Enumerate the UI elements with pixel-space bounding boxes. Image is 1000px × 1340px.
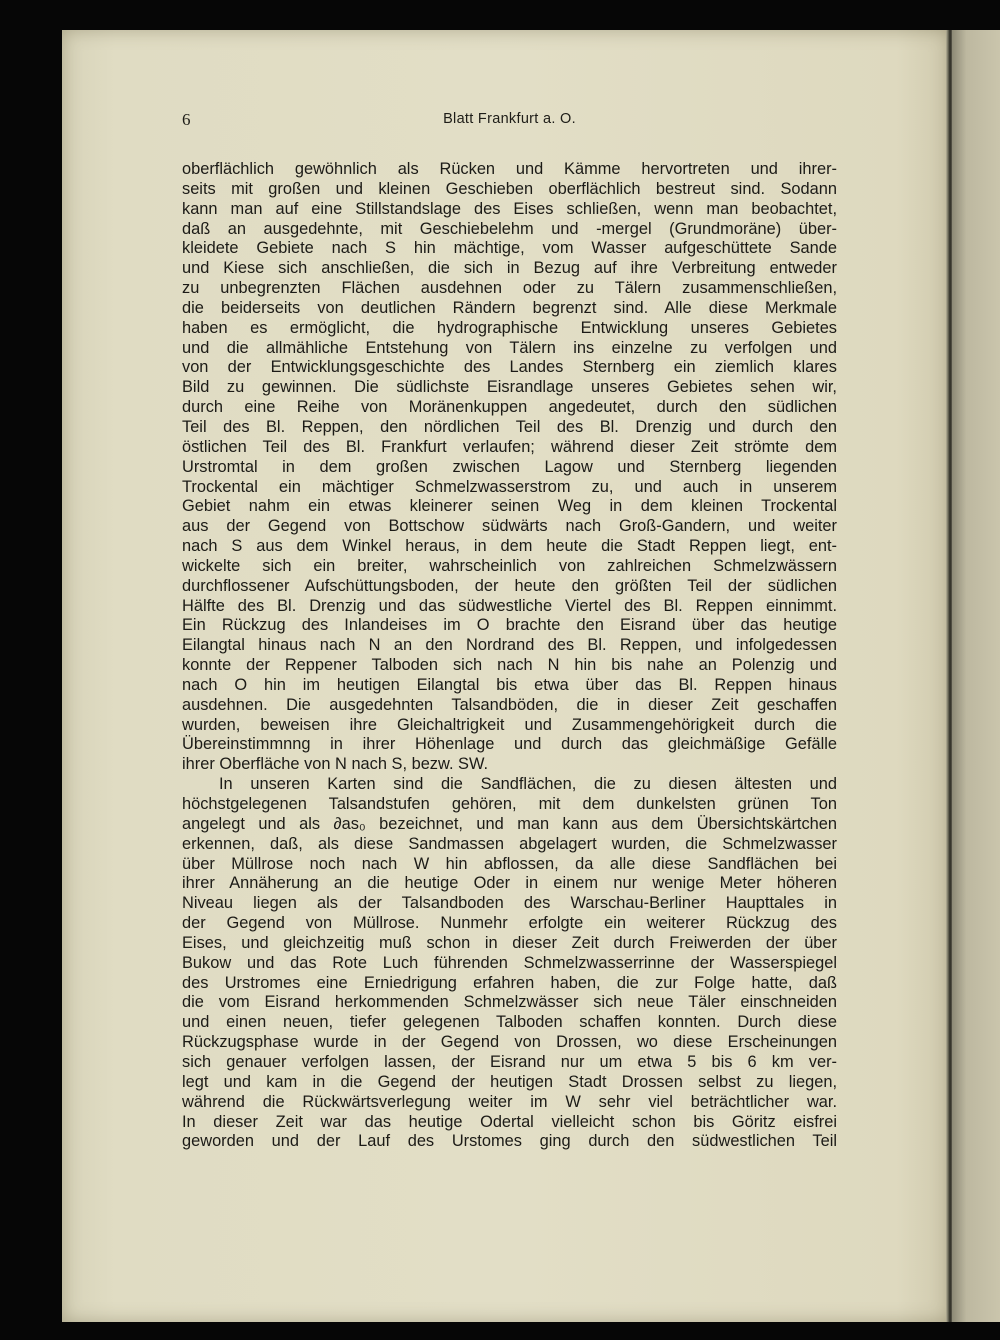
text-line: In dieser Zeit war das heutige Odertal vielleicht schon bis Göritz eisfrei (182, 1112, 837, 1131)
text-line: In unseren Karten sind die Sandflächen, die zu diesen ältesten und (219, 775, 837, 794)
text-line: ihrer Oberfläche von N nach S, bezw. SW. (182, 755, 489, 774)
text-line: angelegt und als ∂as₀ bezeichnet, und man kann aus dem Übersichtskärtchen (182, 814, 837, 833)
text-line: durchflossener Aufschüttungsboden, der heute den größten Teil der südlichen (182, 576, 837, 595)
page-number: 6 (182, 110, 191, 129)
text-line: seits mit großen und kleinen Geschieben oberflächlich bestreut sind. Sodann (182, 179, 837, 198)
text-line: Hälfte des Bl. Drenzig und das südwestliche Viertel des Bl. Reppen einnimmt. (182, 596, 837, 615)
text-line: wurden, beweisen ihre Gleichaltrigkeit und Zusammengehörigkeit durch die (182, 715, 837, 734)
text-line: ihrer Annäherung an die heutige Oder in einem nur wenige Meter höheren (182, 874, 837, 893)
text-line: Eises, und gleichzeitig muß schon in dieser Zeit durch Freiwerden der über (182, 933, 837, 952)
text-line: und einen neuen, tiefer gelegenen Talboden schaffen konnten. Durch diese (182, 1013, 837, 1032)
text-line: daß an ausgedehnte, mit Geschiebelehm und -mergel (Grundmoräne) über- (182, 219, 837, 238)
text-line: Niveau liegen als der Talsandboden des Warschau-Berliner Haupttales in (182, 894, 837, 913)
text-line: während die Rückwärtsverlegung weiter im W sehr viel beträchtlicher war. (182, 1092, 837, 1111)
text-line: des Urstromes eine Erniedrigung erfahren haben, die zur Folge hatte, daß (182, 973, 837, 992)
text-line: aus der Gegend von Bottschow südwärts nach Groß-Gandern, und weiter (182, 517, 837, 536)
text-line: der Gegend von Müllrose. Nunmehr erfolgte ein weiterer Rückzug des (182, 914, 837, 933)
text-line: Trockental ein mächtiger Schmelzwasserstrom zu, und auch in unserem (182, 477, 837, 496)
text-line: Rückzugsphase wurde in der Gegend von Drossen, wo diese Erscheinungen (182, 1033, 837, 1052)
text-line: zu unbegrenzten Flächen ausdehnen oder zu Tälern zusammenschließen, (182, 279, 837, 298)
text-line: die vom Eisrand herkommenden Schmelzwässer sich neue Täler einschneiden (182, 993, 837, 1012)
text-line: wickelte sich ein breiter, wahrscheinlich von zahlreichen Schmelzwässern (182, 556, 837, 575)
text-line: Teil des Bl. Reppen, den nördlichen Teil des Bl. Drenzig und durch den (182, 417, 837, 436)
text-line: die beiderseits von deutlichen Rändern begrenzt sind. Alle diese Merkmale (182, 298, 837, 317)
text-line: über Müllrose noch nach W hin abflossen, da alle diese Sandflächen bei (182, 854, 837, 873)
text-line: und die allmähliche Entstehung von Tälern ins einzelne zu verfolgen und (182, 338, 837, 357)
text-line: Bild zu gewinnen. Die südlichste Eisrandlage unseres Gebietes sehen wir, (182, 378, 837, 397)
text-line: durch eine Reihe von Moränenkuppen angedeutet, durch den südlichen (182, 398, 837, 417)
text-line: Urstromtal in dem großen zwischen Lagow und Sternberg liegenden (182, 457, 837, 476)
text-line: nach O hin im heutigen Eilangtal bis etwa über das Bl. Reppen hinaus (182, 675, 837, 694)
text-line: kann man auf eine Stillstandslage des Eises schließen, wenn man beobachtet, (182, 199, 837, 218)
adjacent-page-edge (952, 30, 1000, 1322)
text-line: nach S aus dem Winkel heraus, in dem heute die Stadt Reppen liegt, ent- (182, 537, 837, 556)
text-line: legt und kam in die Gegend der heutigen Stadt Drossen selbst zu liegen, (182, 1072, 837, 1091)
text-line: haben es ermöglicht, die hydrographische Entwicklung unseres Gebietes (182, 318, 837, 337)
text-line: kleidete Gebiete nach S hin mächtige, vom Wasser aufgeschüttete Sande (182, 239, 837, 258)
text-line: Bukow und das Rote Luch führenden Schmelzwasserrinne der Wasserspiegel (182, 953, 837, 972)
text-line: sich genauer verfolgen lassen, der Eisrand nur um etwa 5 bis 6 km ver- (182, 1052, 837, 1071)
text-line: konnte der Reppener Talboden sich nach N hin bis nahe an Polenzig und (182, 656, 837, 675)
page-header (182, 110, 837, 136)
text-line: Eilangtal hinaus nach N an den Nordrand des Bl. Reppen, und infolgedessen (182, 636, 837, 655)
running-title: Blatt Frankfurt a. O. (443, 111, 576, 127)
text-line: ausdehnen. Die ausgedehnten Talsandböden, die in dieser Zeit geschaffen (182, 695, 837, 714)
text-line: Ein Rückzug des Inlandeises im O brachte den Eisrand über das heutige (182, 616, 837, 635)
text-line: geworden und der Lauf des Urstomes ging durch den südwestlichen Teil (182, 1132, 837, 1151)
text-line: Übereinstimmnng in ihrer Höhenlage und durch das gleichmäßige Gefälle (182, 735, 837, 754)
text-line: und Kiese sich anschließen, die sich in Bezug auf ihre Verbreitung entweder (182, 259, 837, 278)
text-line: höchstgelegenen Talsandstufen gehören, mit dem dunkelsten grünen Ton (182, 795, 837, 813)
body-text (182, 160, 837, 1152)
text-line: östlichen Teil des Bl. Frankfurt verlaufen; während dieser Zeit strömte dem (182, 437, 837, 456)
text-line: oberflächlich gewöhnlich als Rücken und Kämme hervortreten und ihrer- (182, 160, 837, 178)
text-line: erkennen, daß, als diese Sandmassen abgelagert wurden, die Schmelzwasser (182, 834, 837, 853)
text-line: von der Entwicklungsgeschichte des Landes Sternberg ein ziemlich klares (182, 358, 837, 377)
text-line: Gebiet nahm ein etwas kleinerer seinen Weg in dem kleinen Trockental (182, 497, 837, 516)
